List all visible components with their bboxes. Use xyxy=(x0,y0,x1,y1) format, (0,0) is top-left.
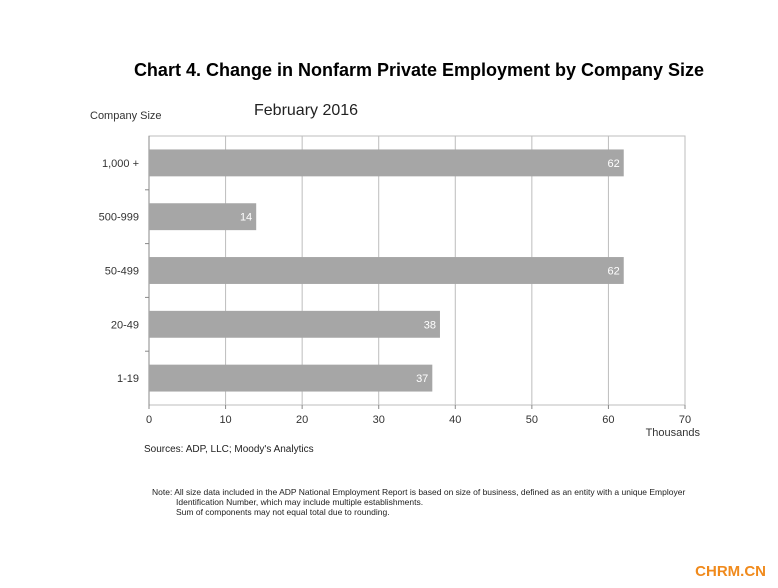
bar-data-label: 62 xyxy=(607,157,620,170)
y-category-label: 500-999 xyxy=(98,211,139,224)
bar-data-label: 37 xyxy=(416,373,429,386)
footnote-line-2: Identification Number, which may include multiple establishments. xyxy=(176,497,424,507)
x-axis-title: Thousands xyxy=(645,427,700,439)
watermark-logo: CHRM.CN xyxy=(695,563,766,580)
bar-data-label: 14 xyxy=(239,211,253,224)
x-tick-label: 0 xyxy=(145,414,153,426)
source-note: Sources: ADP, LLC; Moody's Analytics xyxy=(144,444,314,455)
footnote-line-1: Note: All size data included in the ADP National Employment Report is based on size of business, defined as an entity with a unique Employer xyxy=(152,487,686,497)
bar xyxy=(149,257,624,284)
footnote xyxy=(152,487,712,517)
bar xyxy=(149,311,440,338)
x-tick-label: 10 xyxy=(219,414,232,426)
x-tick-label: 20 xyxy=(296,414,309,426)
y-category-label: 50-499 xyxy=(104,265,139,278)
x-tick-label: 30 xyxy=(372,414,385,426)
x-tick-label: 50 xyxy=(525,414,538,426)
y-category-label: 1,000 + xyxy=(101,157,139,170)
y-axis-label: Company Size xyxy=(90,110,162,122)
bar-data-label: 38 xyxy=(423,319,436,332)
bar-data-label: 62 xyxy=(607,265,620,278)
bar xyxy=(149,365,432,392)
x-tick-label: 60 xyxy=(602,414,615,426)
chart-title: Chart 4. Change in Nonfarm Private Employment by Company Size xyxy=(133,60,705,80)
bar xyxy=(149,149,624,176)
x-tick-label: 40 xyxy=(449,414,462,426)
y-category-label: 1-19 xyxy=(116,373,139,386)
footnote-line-3: Sum of components may not equal total due to rounding. xyxy=(176,507,390,517)
y-category-label: 20-49 xyxy=(110,319,139,332)
x-tick-label: 70 xyxy=(678,414,692,426)
chart-subtitle: February 2016 xyxy=(254,102,359,119)
